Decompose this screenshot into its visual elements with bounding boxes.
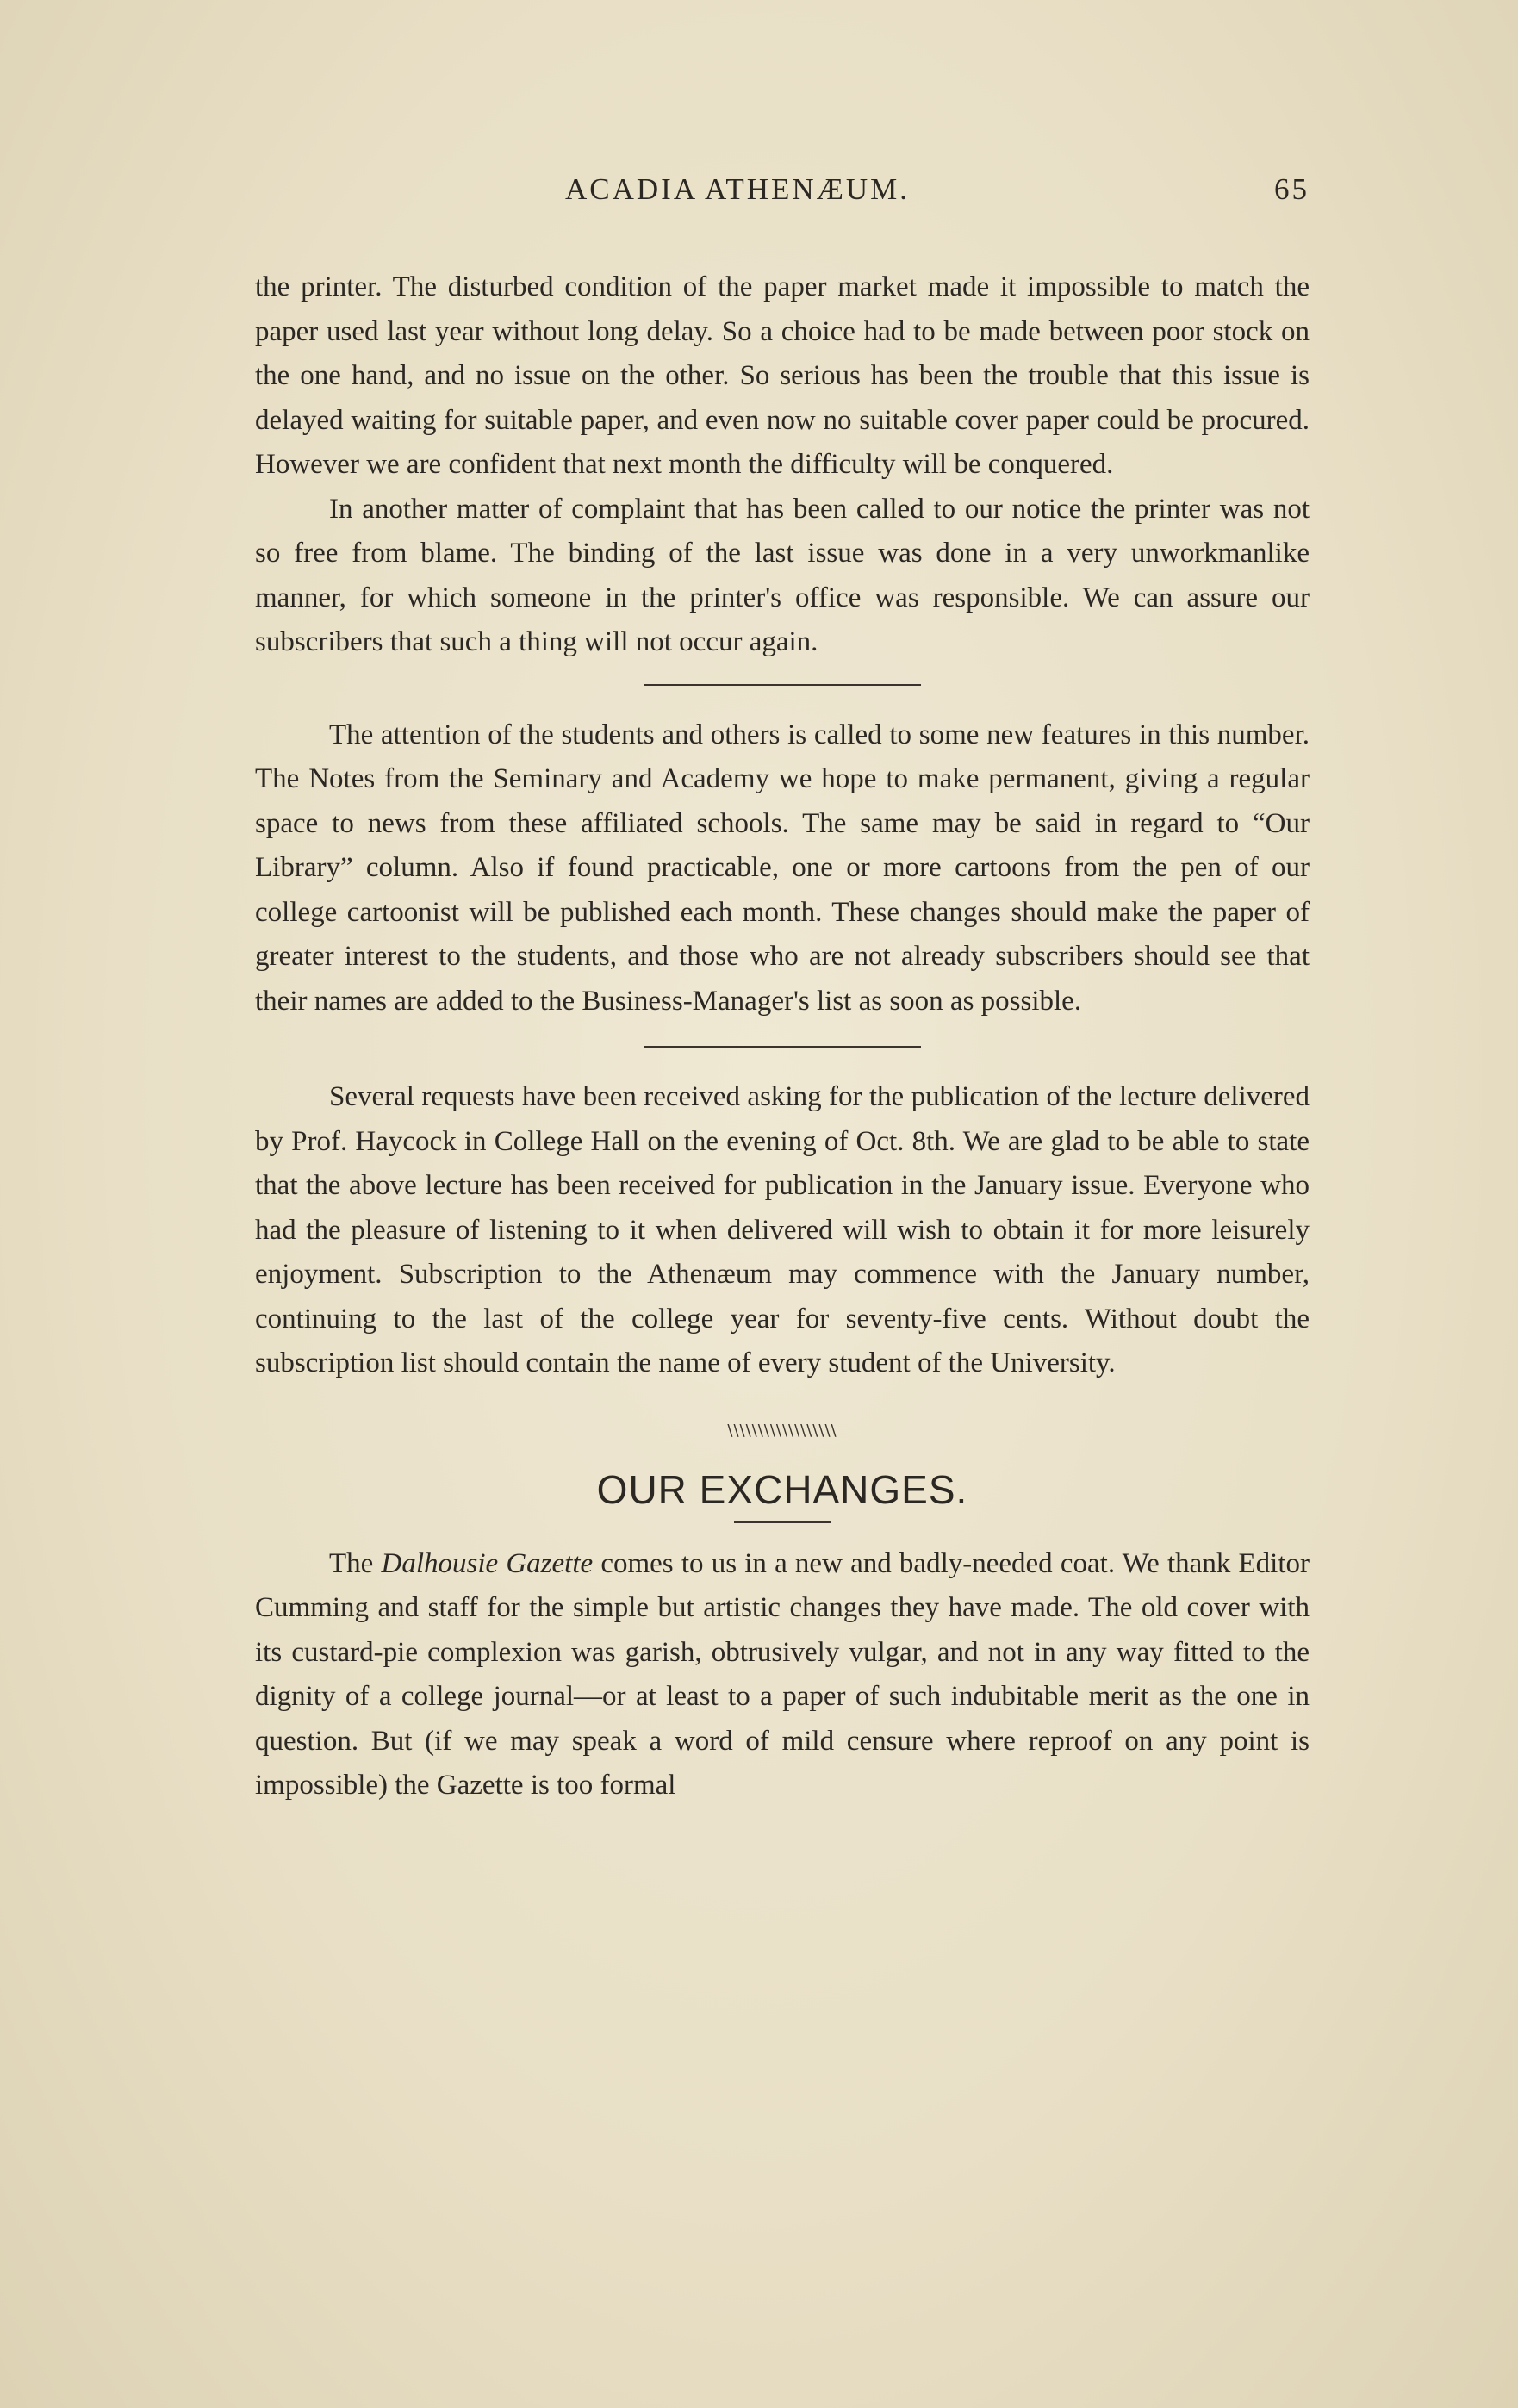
paragraph-lecture-publication: Several requests have been received asking for the publication of the lecture delivered by Prof. Haycock in College Hall on the evening of Oct. 8th. We are glad to be able to state that the above lecture has been received for publication in the January issue. Everyone who had the pleasure of listening to it when delivered will wish to obtain it for more leisurely enjoyment. Subscription to the Athenæum may commence with the January number, continuing to the last of the college year for seventy-five cents. Without doubt the subscription list should contain the name of every student of the University. xyxy=(255,1081,1310,1378)
main-text xyxy=(255,265,1310,1808)
page-number: 65 xyxy=(1274,172,1310,206)
paragraph-exchanges-start: The xyxy=(329,1547,382,1579)
paragraph-new-features: The attention of the students and others is called to some new features in this number. The Notes from the Seminary and Academy we hope to make permanent, giving a regular space to news from these affiliated schools. The same may be said in regard to “Our Library” column. Also if found practicable, one or more cartoons from the pen of our college cartoonist will be published each month. These changes should make the paper of greater interest to the students, and those who are not already subscribers should see that their names are added to the Business-Manager's list as soon as possible. xyxy=(255,719,1310,1017)
paragraph-printer-delay: the printer. The disturbed condition of the paper market made it impossible to match the paper used last year without long delay. So a choice had to be made between poor stock on the one hand, and no issue on the other. So serious has been the trouble that this issue is delayed waiting for suitable paper, and even now no suitable cover paper could be procured. However we are confident that next month the difficulty will be conquered. xyxy=(255,271,1310,480)
decorative-ornament: \\\\\\\\\\\\\\\\\\ xyxy=(727,1421,837,1440)
heading-underline xyxy=(734,1521,831,1523)
section-divider xyxy=(644,684,921,686)
section-divider xyxy=(644,1046,921,1048)
paragraph-binding-complaint: In another matter of complaint that has been called to our notice the printer was not so free from blame. The binding of the last issue was done in a very unworkmanlike manner, for which someone in the printer's office was responsible. We can assure our subscribers that such a thing will not occur again. xyxy=(255,493,1310,657)
publication-title: Dalhousie Gazette xyxy=(381,1547,594,1579)
paragraph-exchanges-rest: comes to us in a new and badly-needed coat. We thank Editor Cumming and staff for the simple but artistic changes they have made. The old cover with its custard-pie complexion was garish, obtrusively vulgar, and not in any way fitted to the dignity of a college journal—or at least to a paper of such indubitable merit as the one in question. But (if we may speak a word of mild censure where reproof on any point is impossible) the Gazette is too formal xyxy=(255,1547,1310,1801)
running-title: ACADIA ATHENÆUM. xyxy=(565,172,910,206)
section-heading: OUR EXCHANGES. xyxy=(596,1467,968,1512)
paragraph-exchanges xyxy=(255,1542,1310,1808)
